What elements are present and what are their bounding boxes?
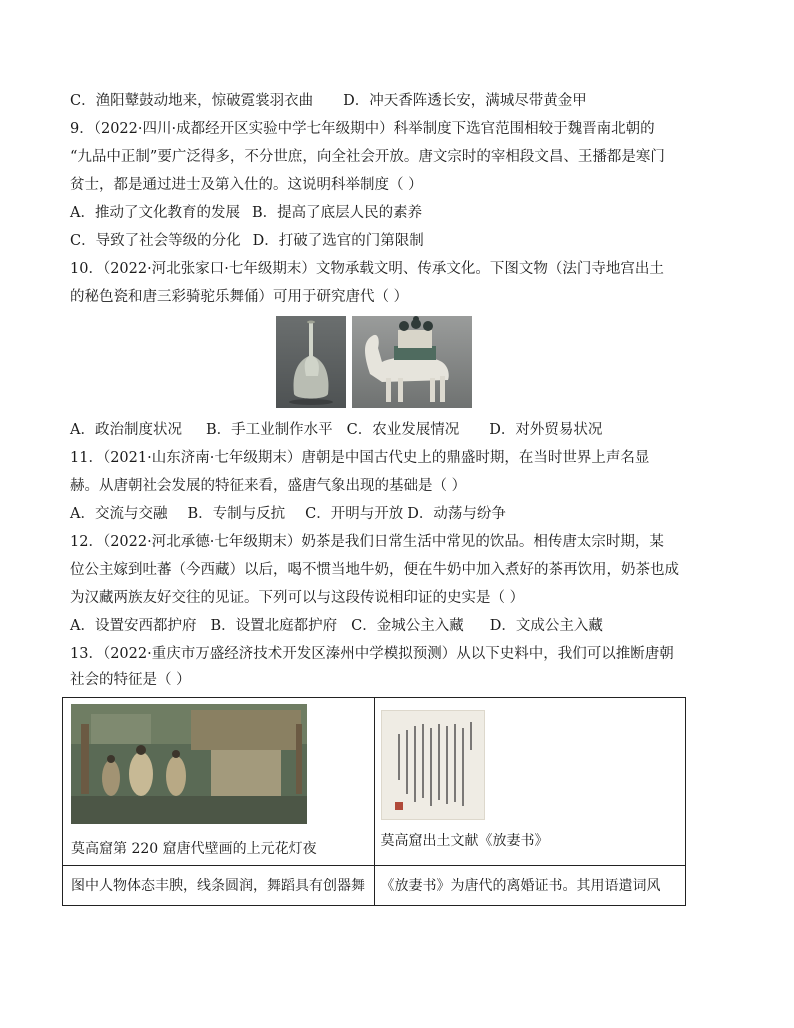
divorce-letter-document — [381, 710, 485, 820]
q10-option-b: B．手工业制作水平 — [205, 422, 333, 438]
q12-line3: 为汉藏两族友好交往的见证。下列可以与这段传说相印证的史实是（ ） — [70, 590, 525, 606]
q11-option-a: A．交流与交融 — [70, 506, 168, 522]
q13-line2: 社会的特征是（ ） — [70, 672, 191, 688]
q13-line1: 13．（2022·重庆市万盛经济技术开发区溱州中学模拟预测）从以下史料中，我们可以推断唐朝 — [70, 646, 674, 662]
mural-desc-cell — [63, 866, 375, 906]
q12-option-d: D．文成公主入藏 — [489, 618, 603, 634]
q11-line1: 11．（2021·山东济南·七年级期末）唐朝是中国古代史上的鼎盛时期，在当时世界上声名显 — [70, 450, 650, 466]
q12-option-b: B．设置北庭都护府 — [210, 618, 338, 634]
celadon-vase-photo — [276, 316, 346, 408]
q11-option-d: D．动荡与纷争 — [407, 506, 506, 522]
divorce-letter-caption: 莫高窟出土文献《放妻书》 — [380, 833, 549, 849]
q12-line2: 位公主嫁到吐蕃（今西藏）以后，喝不惯当地牛奶，便在牛奶中加入煮好的茶再饮用，奶茶也成 — [70, 562, 679, 578]
q9-line3: 贫士，都是通过进士及第入仕的。这说明科举制度（ ） — [70, 177, 423, 193]
divorce-letter-cell — [374, 698, 686, 866]
q10-option-d: D．对外贸易状况 — [489, 422, 603, 438]
q12-option-a: A．设置安西都护府 — [70, 618, 197, 634]
q12-line1: 12．（2022·河北承德·七年级期末）奶茶是我们日常生活中常见的饮品。相传唐太宗时期，某 — [70, 534, 664, 550]
q9-line1: 9．（2022·四川·成都经开区实验中学七年级期中）科举制度下选官范围相较于魏晋南北朝的 — [70, 121, 655, 137]
artifact-images — [276, 316, 472, 408]
q10-option-c: C．农业发展情况 — [346, 422, 460, 438]
q9-line2: “九品中正制”要广泛得多，不分世庶，向全社会开放。唐文宗时的宰相段文昌、王播都是寒门 — [70, 149, 665, 165]
q12-option-c: C．金城公主入藏 — [351, 618, 464, 634]
mural-painting — [71, 704, 307, 824]
source-table — [62, 697, 686, 906]
mural-cell — [63, 698, 375, 866]
q9-option-a: A．推动了文化教育的发展 — [70, 205, 240, 221]
q10-option-a: A．政治制度状况 — [70, 422, 182, 438]
q9-option-d: D．打破了选官的门第限制 — [252, 233, 424, 249]
option-c: C．渔阳鼙鼓动地来，惊破霓裳羽衣曲 — [70, 93, 314, 109]
option-d: D．冲天香阵透长安，满城尽带黄金甲 — [343, 93, 587, 109]
mural-description: 图中人物体态丰腴，线条圆润，舞蹈具有创器舞 — [71, 878, 365, 894]
camel-figurine-photo — [352, 316, 472, 408]
divorce-letter-description: 《放妻书》为唐代的离婚证书。其用语遣词风 — [380, 878, 661, 894]
q9-option-c: C．导致了社会等级的分化 — [70, 233, 241, 249]
q10-line2: 的秘色瓷和唐三彩骑驼乐舞俑）可用于研究唐代（ ） — [70, 289, 409, 305]
q10-line1: 10．（2022·河北张家口·七年级期末）文物承载文明、传承文化。下图文物（法门寺地宫出土 — [70, 261, 664, 277]
q11-line2: 赫。从唐朝社会发展的特征来看，盛唐气象出现的基础是（ ） — [70, 478, 467, 494]
divorce-letter-desc-cell — [374, 866, 686, 906]
q9-option-b: B．提高了底层人民的素养 — [251, 205, 423, 221]
q11-option-c: C．开明与开放 — [305, 506, 404, 522]
q11-option-b: B．专制与反抗 — [187, 506, 286, 522]
mural-caption: 莫高窟第 220 窟唐代壁画的上元花灯夜 — [71, 841, 317, 857]
